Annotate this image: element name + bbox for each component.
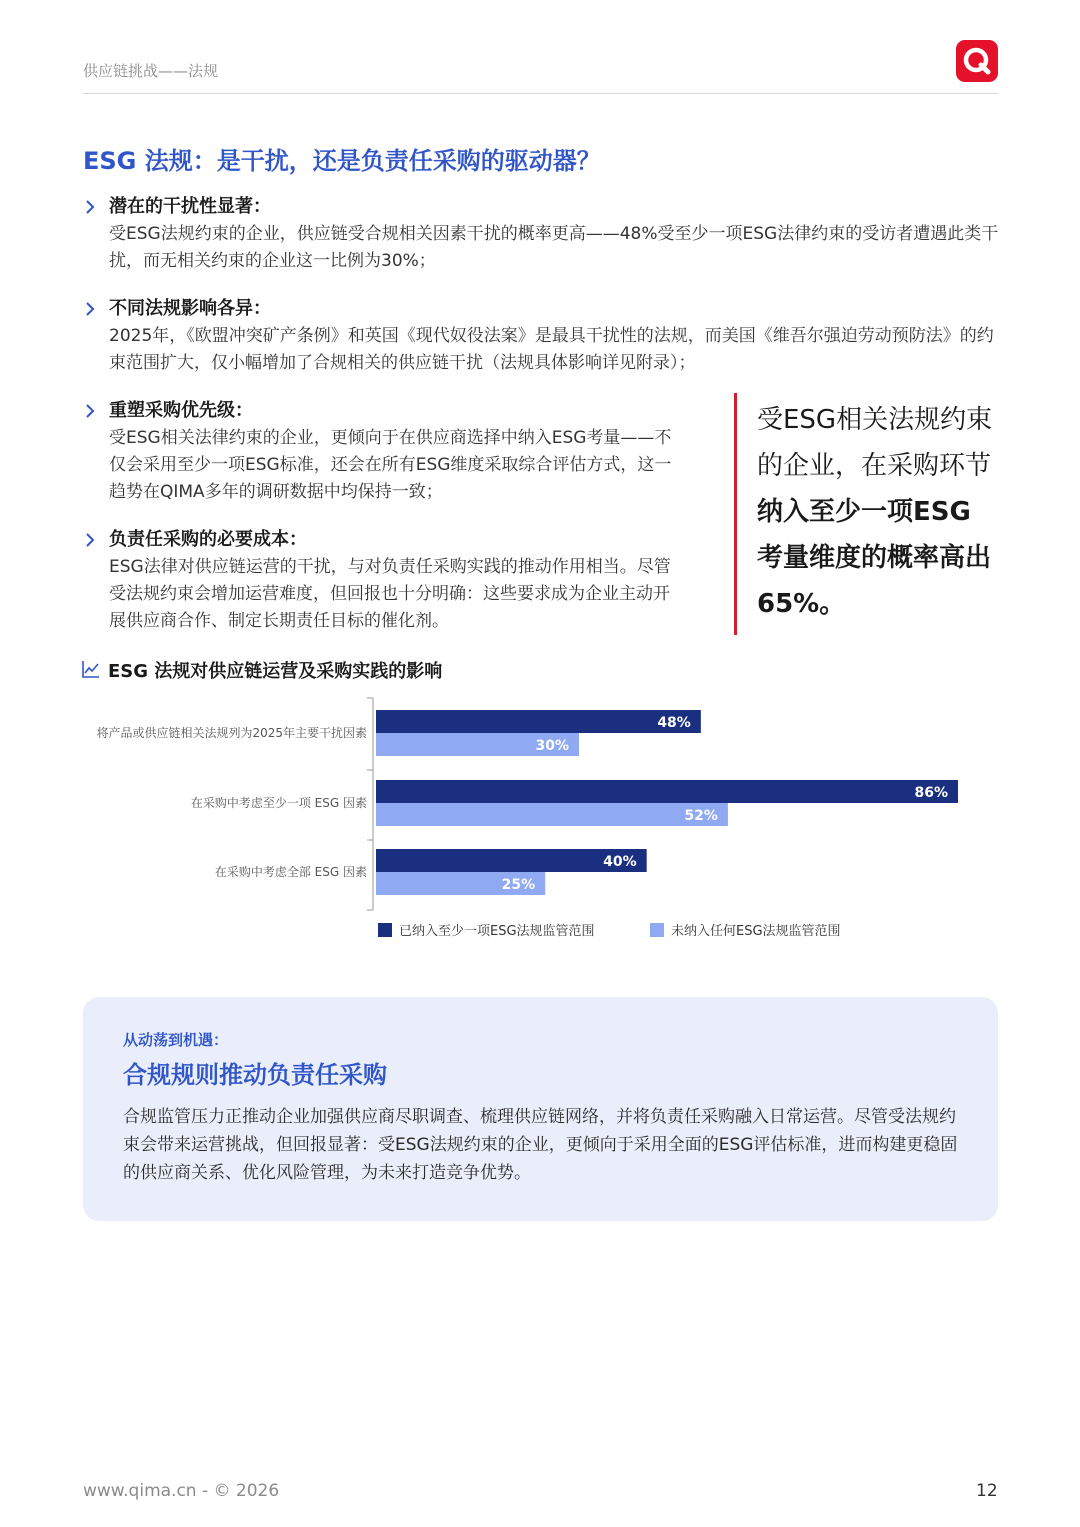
chart-bar (376, 780, 958, 803)
chart-title: ESG 法规对供应链运营及采购实践的影响 (108, 661, 443, 682)
section-title: ESG 法规：是干扰，还是负责任采购的驱动器？ (83, 147, 601, 175)
page-number: 12 (976, 1481, 998, 1501)
chart-legend-swatch (650, 923, 664, 937)
chart-legend-label: 已纳入至少一项ESG法规监管范围 (399, 924, 595, 939)
chart-data-label: 86% (914, 785, 948, 801)
chart-data-label: 25% (501, 877, 536, 893)
chart-category-label: 将产品或供应链相关法规列为2025年主要干扰因素 (96, 726, 367, 740)
callout-subtitle: 从动荡到机遇： (123, 1031, 229, 1049)
quote-accent-bar (734, 393, 737, 635)
bullet-body: 2025年，《欧盟冲突矿产条例》和英国《现代奴役法案》是最具干扰性的法规，而美国《维吾尔强迫劳动预防法》的约束范围扩大，仅小幅增加了合规相关的供应链干扰（法规具体影响详见附录）； (109, 326, 994, 373)
pull-quote (757, 397, 997, 627)
bullet-body: 受ESG法规约束的企业，供应链受合规相关因素干扰的概率更高——48%受至少一项ESG法律约束的受访者遭遇此类干扰，而无相关约束的企业这一比例为30%； (109, 224, 999, 271)
chart-data-label: 48% (657, 715, 691, 731)
chart-data-label: 52% (684, 808, 718, 824)
header-title: 供应链挑战——法规 (83, 62, 219, 80)
chart-bar (376, 803, 728, 826)
callout-body: 合规监管压力正推动企业加强供应商尽职调查、梳理供应链网络，并将负责任采购融入日常运营。尽管受法规约束会带来运营挑战，但回报显著：受ESG法规约束的企业，更倾向于采用全面的ESG评估标准，进而构建更稳固的供应商关系、优化风险管理，为未来打造竞争优势。 (123, 1107, 958, 1183)
chart-data-label: 40% (603, 854, 637, 870)
footer-website[interactable]: www.qima.cn - © 2026 (83, 1481, 280, 1501)
chart-category-label: 在采购中考虑全部 ESG 因素 (214, 865, 367, 879)
bullet-title: 潜在的干扰性显著： (109, 196, 271, 217)
chevron-right-icon (83, 404, 97, 418)
bullet-title: 重塑采购优先级： (109, 400, 253, 421)
chart-legend-swatch (378, 923, 392, 937)
callout-title: 合规规则推动负责任采购 (123, 1061, 387, 1089)
header-divider (83, 93, 998, 94)
qima-logo-icon[interactable] (956, 40, 998, 82)
chevron-right-icon (83, 302, 97, 316)
pull-quote-highlight: 纳入至少一项ESG 考量维度的概率高出 65%。 (757, 497, 992, 619)
chart-category-label: 在采购中考虑至少一项 ESG 因素 (190, 796, 367, 810)
bullet-title: 不同法规影响各异： (109, 298, 271, 319)
chart-legend-label: 未纳入任何ESG法规监管范围 (671, 924, 841, 939)
bullet-title: 负责任采购的必要成本： (109, 529, 307, 550)
chart-bar (376, 710, 701, 733)
chart-data-label: 30% (535, 738, 570, 754)
chevron-right-icon (83, 200, 97, 214)
bullet-body: ESG法律对供应链运营的干扰，与对负责任采购实践的推动作用相当。尽管受法规约束会增加运营难度，但回报也十分明确：这些要求成为企业主动开展供应商合作、制定长期责任目标的催化剂。 (109, 557, 671, 631)
callout-box (83, 997, 998, 1221)
pull-quote-text: 受ESG相关法规约束的企业，在采购环节 (757, 405, 993, 481)
bar-chart (0, 690, 1080, 950)
chevron-right-icon (83, 533, 97, 547)
line-chart-icon (82, 660, 100, 678)
bullet-body: 受ESG相关法律约束的企业，更倾向于在供应商选择中纳入ESG考量——不仅会采用至少一项ESG标准，还会在所有ESG维度采取综合评估方式，这一趋势在QIMA多年的调研数据中均保持一致； (109, 428, 672, 502)
